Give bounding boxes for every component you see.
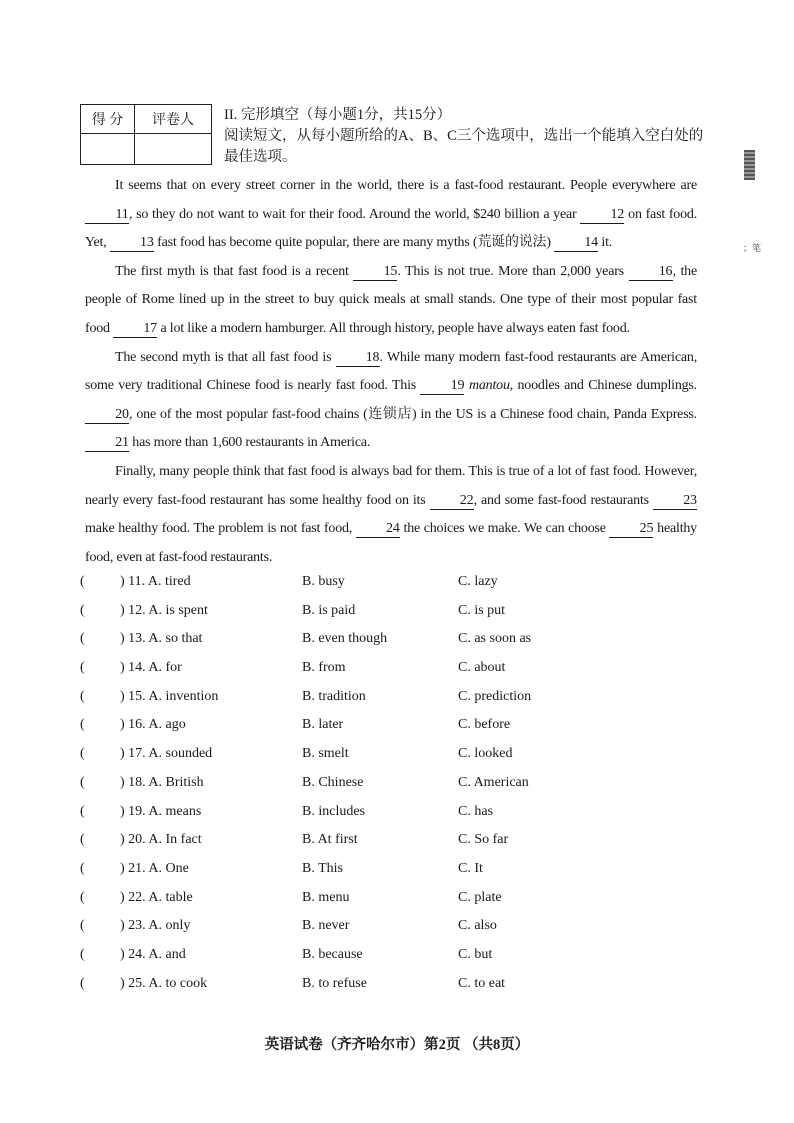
paragraph-4 <box>85 458 697 572</box>
option-c: C. plate <box>458 889 502 905</box>
option-a: ) 11. A. tired <box>120 574 191 589</box>
margin-text: ；笔 <box>743 243 762 253</box>
blank-13: 13 <box>110 235 154 252</box>
text: it. <box>598 235 613 251</box>
answer-paren[interactable]: ( <box>80 918 85 934</box>
question-row <box>80 742 700 771</box>
text: , noodles and Chinese dumplings. <box>509 378 697 394</box>
blank-21: 21 <box>85 435 129 452</box>
option-a: ) 19. A. means <box>120 803 202 819</box>
answer-paren[interactable]: ( <box>80 688 85 704</box>
option-b: B. includes <box>302 803 365 819</box>
option-a: ) 14. A. for <box>120 660 182 676</box>
answer-paren[interactable]: ( <box>80 889 85 905</box>
option-b: B. is paid <box>302 602 356 618</box>
option-c: C. is put <box>458 602 506 618</box>
answer-paren[interactable]: ( <box>80 602 85 618</box>
text: The second myth is that all fast food is <box>115 349 336 365</box>
blank-17: 17 <box>113 321 157 338</box>
option-c: C. has <box>458 803 493 819</box>
text: , so they do not want to wait for their food. Around the world, $240 billion a year <box>129 206 581 222</box>
option-b: B. menu <box>302 889 350 905</box>
text: , and some fast-food restaurants <box>473 492 653 508</box>
option-c: C. as soon as <box>458 631 532 647</box>
text: . While many modern fast-food restaurants are American, some very traditional Chinese food is nearly fast food. This <box>85 349 698 394</box>
question-row <box>80 857 700 886</box>
question-row <box>80 656 700 685</box>
blank-14: 14 <box>554 235 598 252</box>
scan-mark <box>744 150 755 180</box>
blank-18: 18 <box>336 350 380 367</box>
score-label: 得 分 <box>81 105 135 134</box>
option-a: ) 17. A. sounded <box>120 746 213 762</box>
question-row <box>80 886 700 915</box>
answer-paren[interactable]: ( <box>80 746 85 762</box>
question-row <box>80 771 700 800</box>
question-row <box>80 972 700 1001</box>
option-a: ) 12. A. is spent <box>120 602 208 618</box>
answer-paren[interactable]: ( <box>80 803 85 819</box>
option-c: C. American <box>458 774 529 790</box>
blank-12: 12 <box>580 207 624 224</box>
blank-22: 22 <box>430 493 474 510</box>
option-b: B. Chinese <box>302 774 364 790</box>
option-b: B. because <box>302 946 363 962</box>
answer-paren[interactable]: ( <box>80 860 85 876</box>
text: , the people of Rome lined up in the street to buy quick meals at small stands. One type of their most popular fast food <box>85 263 697 336</box>
option-a: ) 21. A. One <box>120 860 189 876</box>
option-c: C. to eat <box>458 975 506 991</box>
option-a: ) 13. A. so that <box>120 631 203 647</box>
answer-paren[interactable]: ( <box>80 631 85 647</box>
text: a lot like a modern hamburger. All through history, people have always eaten fast food. <box>157 320 630 336</box>
option-b: B. tradition <box>302 688 366 704</box>
italic-word: mantou <box>468 378 510 394</box>
blank-19: 19 <box>420 378 464 395</box>
page-footer: 英语试卷（齐齐哈尔市）第2页 （共8页） <box>264 1037 530 1053</box>
text: . This is not true. More than 2,000 years <box>397 263 629 279</box>
question-row <box>80 914 700 943</box>
option-c: C. It <box>458 860 483 876</box>
blank-11: 11 <box>85 207 129 224</box>
paragraph-1 <box>85 172 697 258</box>
question-row <box>80 943 700 972</box>
question-row <box>80 570 700 599</box>
question-row <box>80 627 700 656</box>
option-b: B. to refuse <box>302 975 367 991</box>
option-c: C. but <box>458 946 493 962</box>
section-instruction: 阅读短文，从每小题所给的A、B、C三个选项中，选出一个能填入空白处的最佳选项。 <box>224 128 704 165</box>
answer-paren[interactable]: ( <box>80 946 85 962</box>
text: has more than 1,600 restaurants in America. <box>129 435 371 451</box>
answer-paren[interactable]: ( <box>80 975 85 991</box>
grader-label: 评卷人 <box>135 105 212 134</box>
question-row <box>80 599 700 628</box>
answer-paren[interactable]: ( <box>80 660 85 676</box>
blank-15: 15 <box>353 264 397 281</box>
blank-16: 16 <box>629 264 673 281</box>
option-a: ) 16. A. ago <box>120 717 186 733</box>
passage <box>85 172 697 572</box>
text: healthy food, even at fast-food restaurants. <box>85 521 697 565</box>
option-c: C. prediction <box>458 688 532 704</box>
option-a: ) 20. A. In fact <box>120 832 202 848</box>
answer-paren[interactable]: ( <box>80 774 85 790</box>
options-list <box>80 570 700 1000</box>
blank-20: 20 <box>85 407 129 424</box>
text: Finally, many people think that fast food is always bad for them. This is true of a lot of fast food. However, nearly every fast-food restaurant has some healthy food on its <box>85 463 697 508</box>
score-cell[interactable] <box>81 134 135 165</box>
option-a: ) 25. A. to cook <box>120 975 208 991</box>
option-b: B. This <box>302 860 343 876</box>
option-b: B. from <box>302 660 346 676</box>
blank-25: 25 <box>609 521 653 538</box>
option-b: B. busy <box>302 574 345 589</box>
option-a: ) 23. A. only <box>120 918 191 934</box>
text: on fast food. Yet, <box>85 206 698 251</box>
option-b: B. later <box>302 717 344 733</box>
text: It seems that on every street corner in the world, there is a fast-food restaurant. People everywhere are <box>115 178 697 193</box>
paragraph-3 <box>85 344 697 458</box>
question-row <box>80 828 700 857</box>
answer-paren[interactable]: ( <box>80 717 85 733</box>
text: The first myth is that fast food is a recent <box>115 263 354 279</box>
option-c: C. looked <box>458 746 513 762</box>
answer-paren[interactable]: ( <box>80 574 85 589</box>
answer-paren[interactable]: ( <box>80 832 85 848</box>
question-row <box>80 713 700 742</box>
option-a: ) 15. A. invention <box>120 688 219 704</box>
option-a: ) 18. A. British <box>120 774 204 790</box>
option-b: B. At first <box>302 832 358 848</box>
text: make healthy food. The problem is not fast food, <box>85 521 356 537</box>
paragraph-2 <box>85 258 697 344</box>
text: the choices we make. We can choose <box>399 521 610 537</box>
option-c: C. So far <box>458 832 509 848</box>
option-c: C. lazy <box>458 574 498 589</box>
grader-cell[interactable] <box>135 134 212 165</box>
question-row <box>80 685 700 714</box>
blank-24: 24 <box>356 521 400 538</box>
option-a: ) 24. A. and <box>120 946 186 962</box>
option-b: B. never <box>302 918 350 934</box>
score-table <box>80 104 212 165</box>
question-row <box>80 800 700 829</box>
text: , one of the most popular fast-food chains (连锁店) in the US is a Chinese food chain, Panda Express. <box>129 406 697 422</box>
option-c: C. before <box>458 717 511 733</box>
option-a: ) 22. A. table <box>120 889 193 905</box>
text: fast food has become quite popular, there are many myths (荒诞的说法) <box>153 235 555 251</box>
option-b: B. smelt <box>302 746 349 762</box>
option-c: C. also <box>458 918 497 934</box>
section-title: II. 完形填空（每小题1分，共15分） <box>224 107 452 123</box>
blank-23: 23 <box>653 493 697 510</box>
option-c: C. about <box>458 660 506 676</box>
option-b: B. even though <box>302 631 388 647</box>
